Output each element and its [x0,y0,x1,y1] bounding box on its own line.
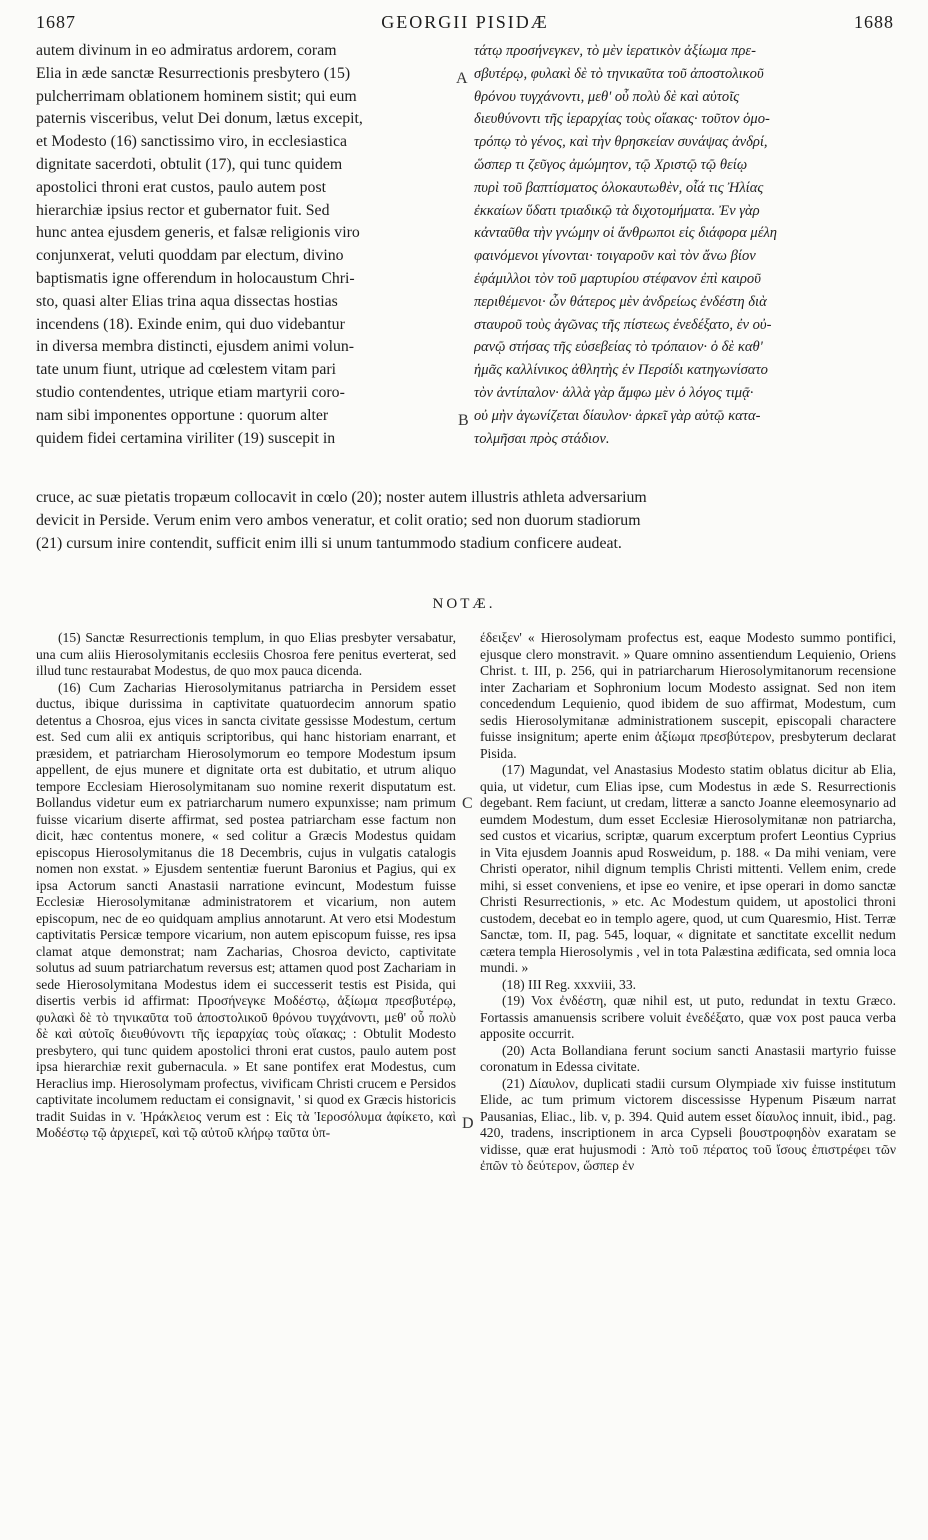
margin-letter-b: B [458,412,469,429]
note-paragraph: (17) Magundat, vel Anastasius Modesto statim oblatus dicitur ab Elia, quia, ut videtur, cum Elias ipse, cum Modestus in æde S. Resurrectionis degebant. Rem faciunt, ut credam, litteræ a sancto Joanne eleemosynario ad eumdem Modestum, dum esset Ecclesiæ Hierosolymitanæ non patriarcha, sed custos et vicarius, scriptæ, quarum excerptum profert Leontius Cyprius in Vita ejusdem Joannis apud Rosweidum, p. 188. « Da mihi veniam, vere Christi operator, nihil dignum templis Christi mittenti. Vellem enim, crede mihi, si esset conveniens, et ipse eo venire, et ipse operari in domo sanctæ Christi Resurrectionis, » etc. Ac Modestum quidem, ut apostolici throni custodem, decebat eo in templo agere, quod, ut cum Quaresmio, Hist. Terræ Sanctæ, tom. II, pag. 545, loquar, « dignitate et sanctitate excellit nedum cætera templa Hierosolymis , vel in tota Palæstina ædificata, sed omnia loca mundi. » [480,762,896,975]
greek-text-line: φαινόμενοι γίνονται· τοιγαροῦν καὶ τὸν ἄνω βίον [474,248,756,265]
greek-text-line: περιθέμενοι· ὧν θάτερος μὲν ἀνδρείως ἐνδέστη διὰ [474,293,767,310]
greek-text-line: σβυτέρῳ, φυλακὶ δὲ τὸ τηνικαῦτα τοῦ ἀποστολικοῦ [474,65,764,82]
greek-text-line: τολμῆσαι πρὸς στάδιον. [474,430,610,447]
greek-text-line: κἀνταῦθα τὴν γνώμην οἱ ἄνθρωποι εἰς διάφορα μέλη [474,225,778,242]
greek-text-line: τὸν ἀντίπαλον· ἀλλὰ γὰρ ἄμφω μὲν ὁ λόγος τιμᾷ· [474,384,754,401]
greek-text-column [474,40,894,450]
page-header [36,8,894,34]
latin-text-line: hunc antea ejusdem generis, et falsæ religionis viro [36,224,360,242]
latin-text-line: sto, quasi alter Elias trina aqua dissectas hostias [36,292,338,310]
margin-letter-a: A [456,70,468,87]
note-continuation: έδειξεν' « Hierosolymam profectus est, eaque Modesto summo pontifici, ejusque clero monstravit. » Quare omnino assentiendum Lequienio, Oriens Christ. t. III, p. 256, qui in patriarcharum Hierosolymitanorum recensione inter Zachariam et Sophronium locum Modesto assignat. Sed non item concedendum Lequienio, quod ibidem de suo affirmat, Modestum, cum sedis Hierosolymitanæ administrationem suscepit, episcopali charactere fuisse insignitum; aperte enim ἀξίωμα πρεσβύτερον, presbyterum declarat Pisida. [480,630,896,761]
latin-text-line: autem divinum in eo admiratus ardorem, coram [36,42,337,59]
greek-text-line: διευθύνοντι τῆς ἱεραρχίας τοὺς οἴακας· τοῦτον ὁμο- [474,111,770,128]
latin-text-line: pulcherrimam oblationem hominem sistit; qui eum [36,87,357,105]
note-paragraph: (20) Acta Bollandiana ferunt socium sancti Anastasii martyrio fuisse coronatum in Edessa civitate. [480,1042,896,1074]
full-width-line: (21) cursum inire contendit, sufficit enim illi si unum tantummodo stadium conficere audeat. [36,534,622,552]
margin-letter-c: C [462,795,473,812]
greek-text-line: ρανῷ στήσας τῆς εὐσεβείας τὸ τρόπαιον· ὁ δὲ καθ' [474,339,763,356]
latin-text-line: conjunxerat, veluti quoddam par electum, divino [36,247,344,265]
greek-text-line: ἐκκαίων ὕδατι τριαδικῷ τὰ διχοτομήματα. Ἐν γὰρ [474,202,760,219]
latin-text-line: et Modesto (16) sanctissimo viro, in ecclesiastica [36,133,348,151]
latin-text-column [36,40,452,450]
full-width-text [36,487,894,555]
notes-right-column [480,630,896,1175]
notes-left-column [36,630,456,1142]
note-paragraph: (15) Sanctæ Resurrectionis templum, in quo Elias presbyter versabatur, una cum aliis Hierosolymitanis ecclesiis Chosroa fere penitus everterat, sed illud tunc restaurabat Modestus, de quo mox pauca dicenda. [36,630,456,678]
note-paragraph: (18) III Reg. xxxviii, 33. [502,976,637,992]
latin-text-line: incendens (18). Exinde enim, qui duo videbantur [36,315,345,333]
greek-text-line: ἐφάμιλλοι τὸν τοῦ μαρτυρίου στέφανον ἐπὶ καιροῦ [474,270,761,287]
running-title: GEORGII PISIDÆ [381,12,549,32]
note-paragraph: (21) Δίαυλον, duplicati stadii cursum Olympiade xiv fuisse institutum Elide, ac tum primum victorem discessisse Hypenum Pisæum narrat Pausanias, Eliac., lib. v, p. 394. Quid autem esset δίαυλος innuit, ibid., pag. 420, tradens, inscriptionem in arca Cypseli βουστροφηδὸν exaratam se vidisse, quæ erat hujusmodi : Ἀπὸ τοῦ πέρατος τοῦ ἴσους ἐπιστρέφει τῶν ἐπῶν τὸ δεύτερον, ὥσπερ ἐν [480,1075,896,1173]
greek-text-line: ὥσπερ τι ζεῦγος ἀμώμητον, τῷ Χριστῷ τῷ θείῳ [474,156,748,173]
latin-text-line: hierarchiæ ipsius rector et gubernator fuit. Sed [36,201,330,219]
greek-text-line: οὐ μὴν ἀγωνίζεται δίαυλον· ἀρκεῖ γὰρ αὐτῷ κατα- [474,407,761,424]
note-paragraph: (16) Cum Zacharias Hierosolymitanus patriarcha in Persidem esset ductus, ibique durissima in captivitate quatuordecim annorum spatio detentus a Chosroa, ejus vices in sancta civitate gessisse Modestum, certum est. Sed cum alii ex antiquis scriptoribus, qui hanc historiam enarrant, et præsidem, et patriarcham Hierosolymorum eo tempore Modestum ipsum appellent, de ejus munere et dignitate orta est dubitatio, et utrum aliquo tempore Ecclesiam Hierosolymitanam suo nomine rexerit disputatum est. Bollandus videtur eum ex patriarcharum numero expunxisse; nam primum fuisse vicarium diserte affirmat, sed postea patriarcham esse factum non dicit, hæc contentus monere, « sed colitur a Græcis Modestus quidam episcopus Hierosolymitanus die 18 Decembris, cujus in vulgatis catalogis nomen non exstat. » Ejusdem sententiæ fuerunt Baronius et Pagius, qui ex ipsa Actorum sancti Anastasii narratione evincunt, Modestum fuisse Ecclesiæ Hierosolymitanæ administratorem et vicarium, non autem episcopum, nec de eo quidquam amplius annotarunt. At vero etsi Modestum captivitatis Persicæ tempore vicarium, non autem episcopum fuisse, res ipsa clamat atque demonstrat; nam Zacharias, Chosroa devicto, captivitate solutus ad suum patriarchatum reversus est; attamen quod post Zachariam in sede Hierosolymitana Modestus idem ei successerit testis est Pisida, qui disertis verbis id affirmat: Προσήνεγκε Μοδέστῳ, ἀξίωμα πρεσβυτέρῳ, φυλακὶ δὲ τὸ τηνικαῦτα τοῦ ἀποστολικοῦ θρόνου τυγχάνοντι, μεθ' οὗ πολὺ δὲ καὶ αὐτοῖς διευθύνοντι τῆς ἱεραρχίας τοὺς οἴακας; : Obtulit Modesto presbytero, qui tunc quidem apostolici throni erat custos, paulo autem post ipsa hierarchiæ rexit gubernacula. » Et sane pontifex erat Modestus, cum Heraclius imp. Hierosolymam profectus, vivificam Christi crucem e Persidos captivitate incolumem reductam ei consignavit, ' si quod ex Græcis historicis tradit Suidas in v. Ἡράκλειος verum est : Εἰς τὰ Ἱεροσόλυμα ἀφίκετο, καὶ Μοδέστῳ τῷ ἀρχιερεῖ, καὶ τῷ αὐτοῦ κλήρῳ ταῦτα ὑπ- [36,679,456,1140]
latin-text-line: quidem fidei certamina viriliter (19) suscepit in [36,429,336,447]
latin-text-line: dignitate sacerdoti, obtulit (17), qui tunc quidem [36,155,343,173]
latin-text-line: in diversa membra distincti, ejusdem animi volun- [36,338,355,356]
latin-text-line: apostolici throni erat custos, paulo autem post [36,178,326,196]
note-paragraph: (19) Vox ἐνδέστη, quæ nihil est, ut puto, redundat in textu Græco. Fortassis amanuensis scribere voluit ἐνεδέξατο, quæ vox post pauca verba apposite occurrit. [480,993,896,1041]
greek-text-line: θρόνου τυγχάνοντι, μεθ' οὗ πολὺ δὲ καὶ αὐτοῖς [474,88,740,105]
greek-text-line: πυρὶ τοῦ βαπτίσματος ὁλοκαυτωθὲν, οἷά τις Ἠλίας [474,179,764,196]
latin-text-line: baptismatis igne offerendum in holocaustum Chri- [36,269,355,287]
latin-text-line: paternis visceribus, velut Dei donum, lætus excepit, [36,110,363,128]
greek-text-line: σταυροῦ τοὺς ἀγῶνας τῆς πίστεως ἐνεδέξατο, ἐν οὐ- [474,316,772,333]
latin-text-line: nam sibi imponentes opportune : quorum alter [36,406,329,424]
greek-text-line: τάτῳ προσήνεγκεν, τὸ μὲν ἱερατικὸν ἀξίωμα πρε- [474,43,756,59]
greek-text-line: ἡμᾶς καλλίνικος ἀθλητὴς ἐν Περσίδι κατηγωνίσατο [474,362,768,379]
notes-heading: NOTÆ. [432,596,496,612]
full-width-line: devicit in Perside. Verum enim vero ambos veneratur, et colit oratio; sed non duorum stadiorum [36,511,641,529]
page-number-right: 1688 [854,12,894,32]
full-width-line: cruce, ac suæ pietatis tropæum collocavit in cœlo (20); noster autem illustris athleta adversarium [36,489,647,506]
margin-letter-d: D [462,1115,474,1132]
latin-text-line: studio contendentes, utrique etiam martyrii coro- [36,383,345,401]
page-number-left: 1687 [36,12,76,32]
greek-text-line: τρόπῳ τὸ γένος, καὶ τὴν θρησκείαν συνάψας ἀνδρί, [474,134,768,151]
latin-text-line: Elia in æde sanctæ Resurrectionis presbytero (15) [36,64,351,82]
latin-text-line: tate unum fiunt, utrique ad cœlestem vitam pari [36,361,337,379]
